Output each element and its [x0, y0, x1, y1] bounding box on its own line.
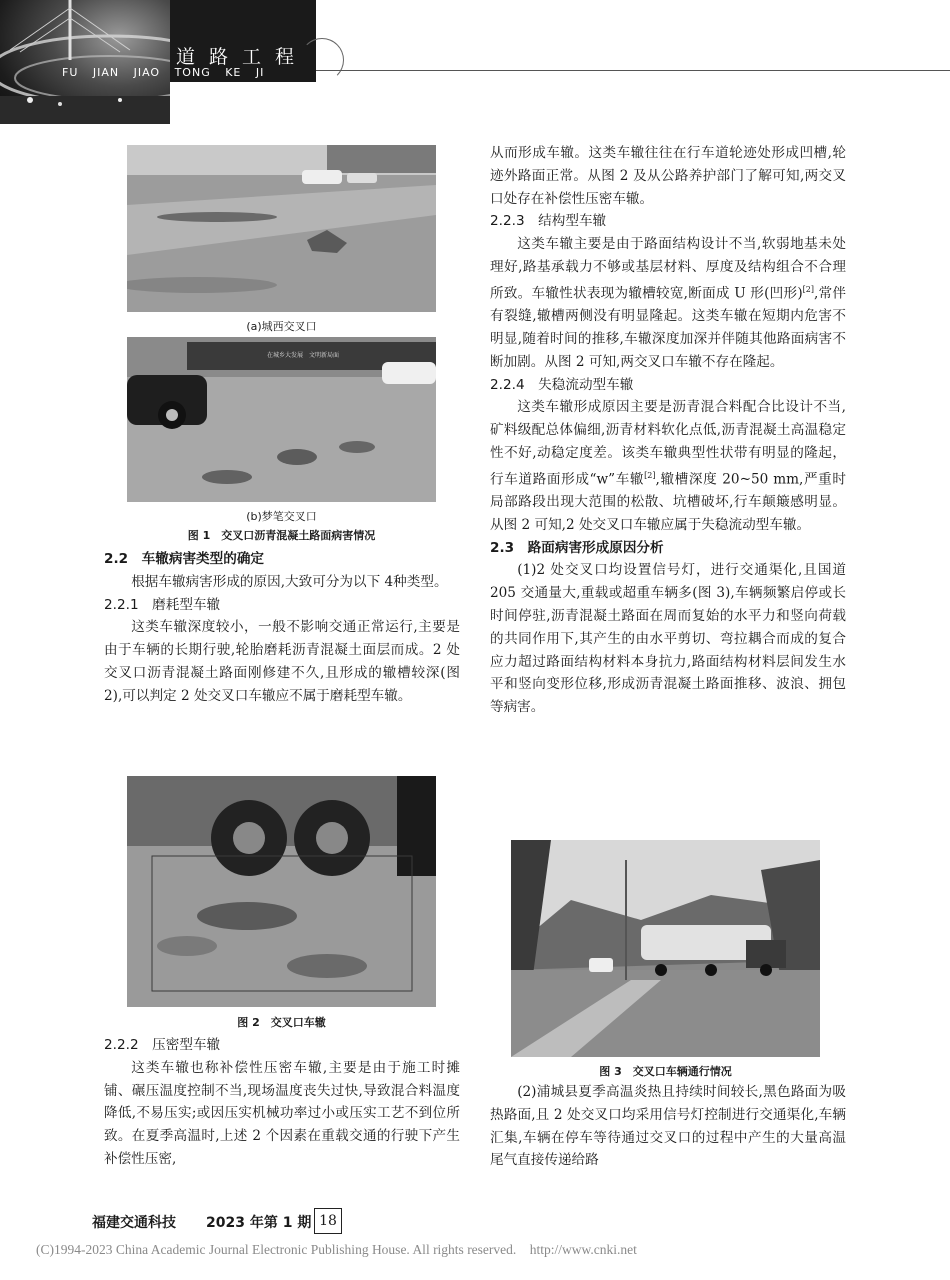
heading-2-2: 2.2 车辙病害类型的确定	[104, 551, 265, 567]
journal-title-cn: 道路工程	[176, 46, 309, 68]
figure-1b-photo	[127, 337, 436, 502]
paragraph-cause-2: (2)浦城县夏季高温炎热且持续时间较长,黑色路面为吸热路面,且 2 处交叉口均采用信号灯控制进行交通渠化,车辆汇集,车辆在停车等待通过交叉口的过程中产生的大量高温尾气直接传递给路	[490, 1084, 846, 1169]
paragraph-intro: 根据车辙病害形成的原因,大致可分为以下 4种类型。	[131, 573, 448, 590]
footer-journal-name: 福建交通科技	[92, 1215, 176, 1231]
heading-2-2-2: 2.2.2 压密型车辙	[104, 1037, 221, 1053]
right-column-bottom	[490, 1081, 846, 1172]
heading-2-2-1: 2.2.1 磨耗型车辙	[104, 596, 221, 613]
left-column-top	[104, 548, 460, 708]
figure-1b-caption: (b)梦笔交叉口	[246, 510, 317, 523]
paragraph-compact-cont: 从而形成车辙。这类车辙往往在行车道轮迹处形成凹槽,轮迹外路面正常。从图 2 及从公路养护部门了解可知,两交叉口处存在补偿性压密车辙。	[490, 145, 846, 207]
journal-title-en: FU JIAN JIAO TONG KE JI	[62, 66, 265, 79]
paragraph-flow-rut: 这类车辙形成原因主要是沥青混合料配合比设计不当,矿料级配总体偏细,沥青材料软化点低,沥青混凝土高温稳定性不好,动稳定度差。该类车辙典型性状带有明显的隆起，行车道路面形成“w”车辙[2],辙槽深度 20~50 mm,严重时局部路段出现大范围的松散、坑槽破坏,行车颠簸感明显。从图 2 可知,2 处交叉口车辙应属于失稳流动型车辙。	[490, 399, 846, 533]
footer-issue: 2023 年第 1 期	[206, 1215, 312, 1231]
heading-2-3: 2.3 路面病害形成原因分析	[490, 539, 664, 556]
bridge-photo	[0, 0, 170, 124]
copyright-notice: (C)1994-2023 China Academic Journal Electronic Publishing House. All rights reserved. http://www.cnki.net	[36, 1242, 637, 1257]
paragraph-cause-1: (1)2 处交叉口均设置信号灯，进行交通渠化,且国道 205 交通量大,重载或超重车辆多(图 3),车辆频繁启停或长时间停驻,沥青混凝土路面在周而复始的水平力和竖向荷载的共同作用下,其产生的由水平剪切、弯拉耦合而成的复合应力超过路面结构材料本身抗力,路面结构材料层间发生水平和竖向变形位移,形成沥青混凝土路面推移、波浪、拥包等病害。	[490, 562, 846, 716]
left-column-bottom	[104, 1034, 460, 1171]
figure-2-photo	[127, 776, 436, 1007]
reference-2b: [2]	[644, 470, 656, 480]
figure-2-caption: 图 2 交叉口车辙	[237, 1016, 326, 1029]
figure-3-photo	[511, 840, 820, 1057]
banner-text: 在城乡大发展 文明新局面	[267, 352, 340, 359]
header-arc	[300, 38, 344, 82]
figure-3-caption: 图 3 交叉口车辆通行情况	[599, 1065, 732, 1078]
header-photo	[0, 0, 170, 124]
header-rule	[316, 70, 950, 71]
heading-2-2-3: 2.2.3 结构型车辙	[490, 213, 607, 230]
paragraph-wear-rut: 这类车辙深度较小，一般不影响交通正常运行,主要是由于车辆的长期行驶,轮胎磨耗沥青混凝土面层而成。2 处交叉口沥青混凝土路面刚修建不久,且形成的辙槽较深(图 2),可以判定 2 处交叉口车辙应不属于磨耗型车辙。	[104, 619, 460, 704]
paragraph-compact-rut: 这类车辙也称补偿性压密车辙,主要是由于施工时摊铺、碾压温度控制不当,现场温度丧失过快,导致混合料温度降低,不易压实;或因压实机械功率过小或压实工艺不到位所致。在夏季高温时,上述 2 个因素在重载交通的行驶下产生补偿性压密,	[104, 1059, 460, 1167]
reference-2: [2]	[802, 284, 814, 294]
paragraph-structural-rut: 这类车辙主要是由于路面结构设计不当,软弱地基未处理好,路基承载力不够或基层材料、厚度及结构组合不合理所致。车辙性状表现为辙槽较宽,断面成 U 形(凹形)[2],常伴有裂缝,辙槽两侧没有明显隆起。这类车辙在短期内危害不明显,随着时间的推移,车辙深度加深并伴随其他路面病害不断加剧。从图 2 可知,两交叉口车辙不存在隆起。	[490, 236, 846, 370]
page-number: 18	[314, 1208, 342, 1234]
figure-1a-photo	[127, 145, 436, 312]
right-column-top	[490, 142, 846, 719]
figure-1-caption: 图 1 交叉口沥青混凝土路面病害情况	[187, 529, 376, 542]
figure-1a-caption: (a)城西交叉口	[246, 320, 317, 333]
heading-2-2-4: 2.2.4 失稳流动型车辙	[490, 376, 634, 393]
